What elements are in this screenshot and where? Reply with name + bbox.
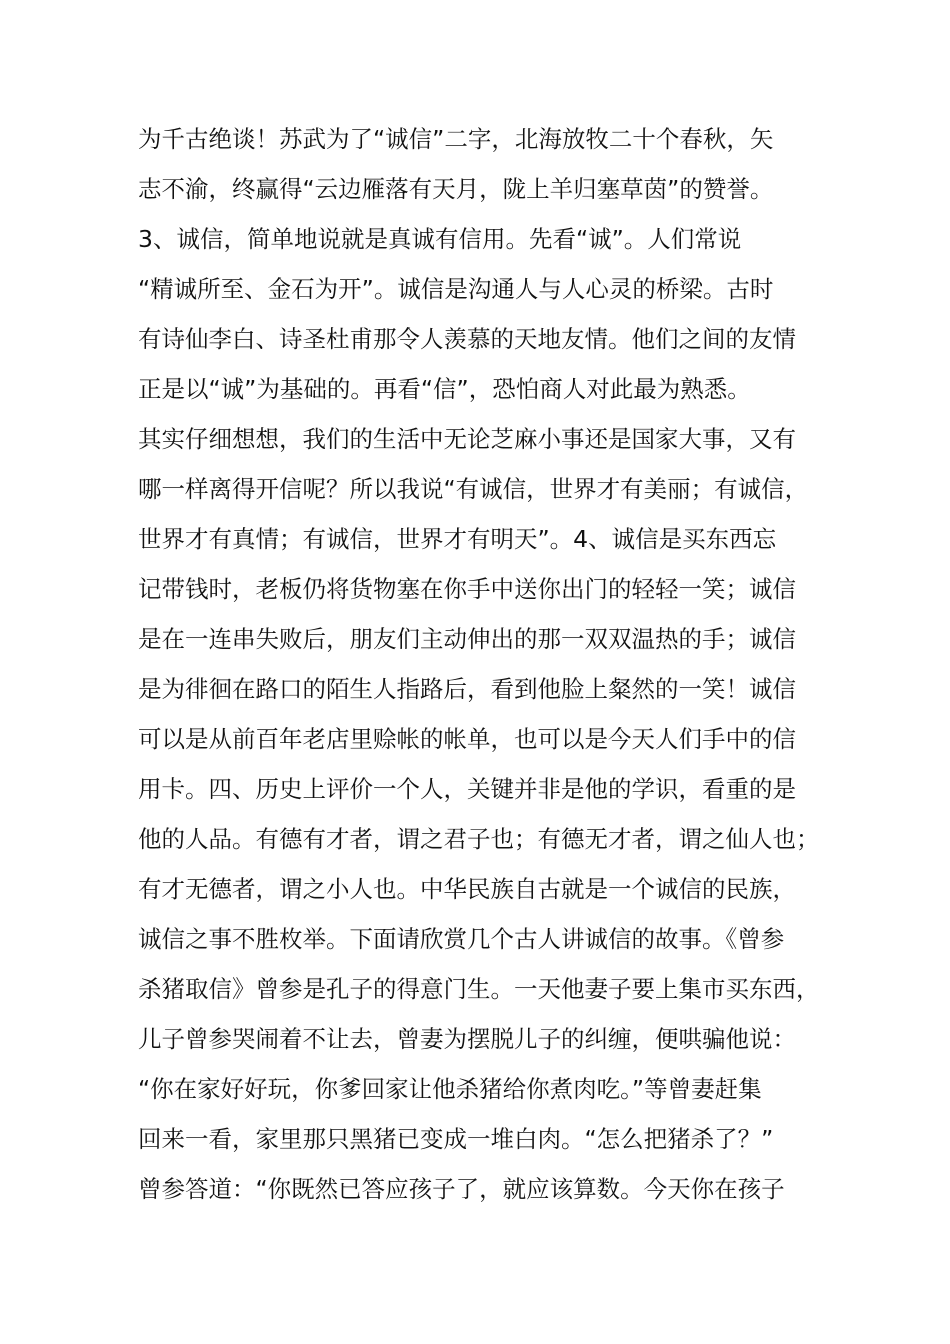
- text-line: 是在一连串失败后，朋友们主动伸出的那一双双温热的手；诚信: [138, 625, 796, 653]
- text-line: 是为徘徊在路口的陌生人指路后，看到他脸上粲然的一笑！诚信: [138, 675, 796, 703]
- text-line: 为千古绝谈！苏武为了“诚信”二字，北海放牧二十个春秋，矢: [138, 125, 774, 153]
- text-line: “你在家好好玩，你爹回家让他杀猪给你煮肉吃。”等曾妻赶集: [138, 1075, 762, 1103]
- text-line: 诚信之事不胜枚举。下面请欣赏几个古人讲诚信的故事。《曾参: [138, 925, 785, 953]
- text-line: 儿子曾参哭闹着不让去，曾妻为摆脱儿子的纠缠，便哄骗他说：: [138, 1025, 796, 1053]
- text-line: 曾参答道：“你既然已答应孩子了，就应该算数。今天你在孩子: [138, 1175, 785, 1203]
- text-line: 回来一看，家里那只黑猪已变成一堆白肉。“怎么把猪杀了？”: [138, 1125, 774, 1153]
- text-line: 志不渝，终赢得“云边雁落有天月，陇上羊归塞草茵”的赞誉。: [138, 175, 774, 203]
- text-line: 有才无德者，谓之小人也。中华民族自古就是一个诚信的民族，: [138, 875, 796, 903]
- text-line: 哪一样离得开信呢？所以我说“有诚信，世界才有美丽；有诚信，: [138, 475, 809, 503]
- body-text: [138, 114, 818, 1214]
- text-line: 3、诚信，简单地说就是真诚有信用。先看“诚”。人们常说: [138, 225, 742, 253]
- text-line: 有诗仙李白、诗圣杜甫那令人羡慕的天地友情。他们之间的友情: [138, 325, 796, 353]
- text-line: 正是以“诚”为基础的。再看“信”，恐怕商人对此最为熟悉。: [138, 375, 751, 403]
- text-line: 记带钱时，老板仍将货物塞在你手中送你出门的轻轻一笑；诚信: [138, 575, 796, 603]
- text-line: 杀猪取信》曾参是孔子的得意门生。一天他妻子要上集市买东西，: [138, 975, 820, 1003]
- text-line: 可以是从前百年老店里赊帐的帐单，也可以是今天人们手中的信: [138, 725, 796, 753]
- text-line: 用卡。四、历史上评价一个人，关键并非是他的学识，看重的是: [138, 775, 796, 803]
- text-line: “精诚所至、金石为开”。诚信是沟通人与人心灵的桥梁。古时: [138, 275, 774, 303]
- text-line: 其实仔细想想，我们的生活中无论芝麻小事还是国家大事，又有: [138, 425, 796, 453]
- text-line: 世界才有真情；有诚信，世界才有明天”。4、诚信是买东西忘: [138, 525, 777, 553]
- text-line: 他的人品。有德有才者，谓之君子也；有德无才者，谓之仙人也；: [138, 825, 820, 853]
